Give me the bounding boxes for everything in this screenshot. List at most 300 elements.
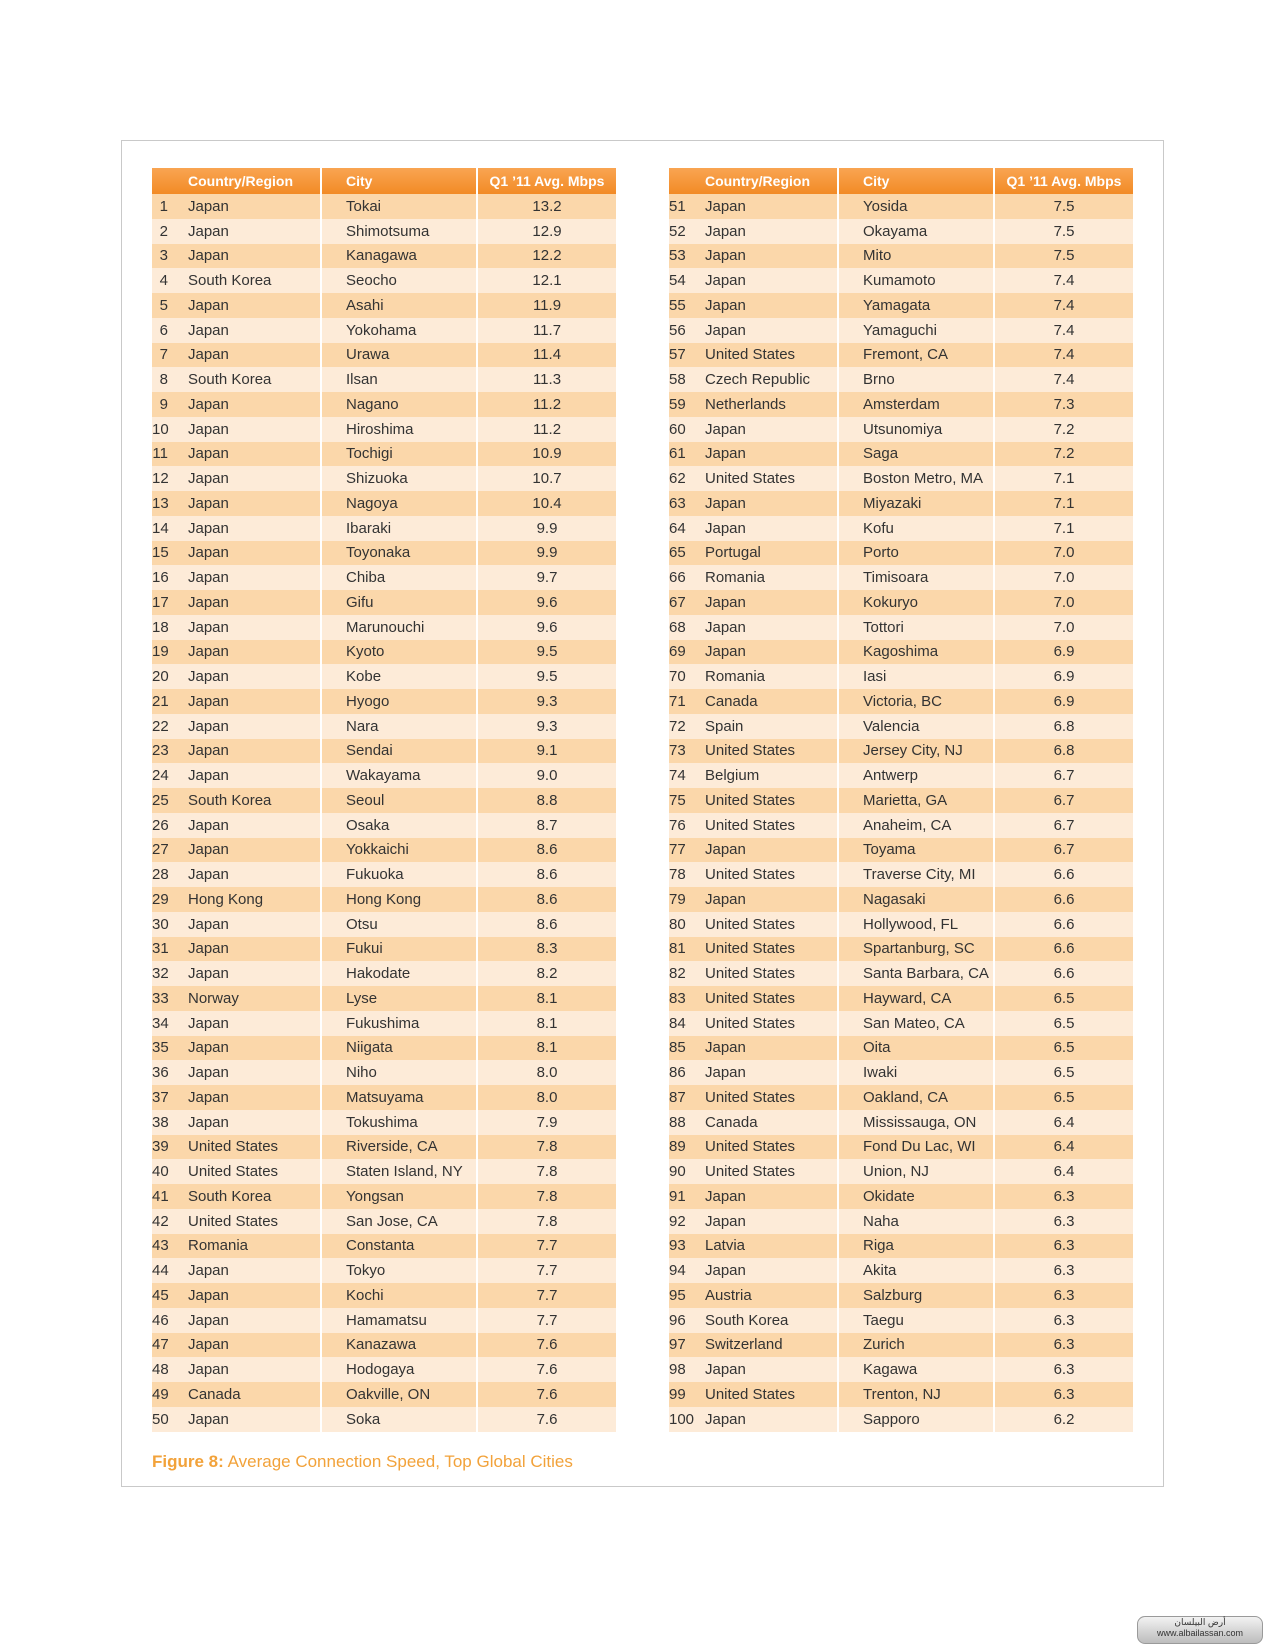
country-cell: Japan [188,1036,322,1061]
country-cell: Japan [705,268,839,293]
table-row [152,194,616,219]
table-row [152,244,616,269]
table-header [669,168,1133,194]
city-cell: San Mateo, CA [839,1011,995,1036]
country-cell: Japan [188,541,322,566]
rank-cell: 78 [669,866,686,884]
city-cell: Ilsan [322,367,478,392]
rank-cell: 92 [669,1212,686,1230]
country-cell: Japan [705,640,839,665]
value-cell: 6.5 [1053,1039,1075,1057]
country-cell: Japan [188,937,322,962]
table-row [669,541,1133,566]
value-cell: 8.6 [536,890,558,908]
city-cell: Kokuryo [839,590,995,615]
value-cell: 7.6 [536,1410,558,1428]
country-cell: Canada [188,1382,322,1407]
table-row [669,565,1133,590]
country-cell: Japan [705,1357,839,1382]
header-country: Country/Region [188,168,322,194]
value-cell: 7.0 [1053,569,1075,587]
value-cell: 6.3 [1053,1286,1075,1304]
rank-cell: 48 [152,1361,169,1379]
table-row [669,813,1133,838]
rank-cell: 97 [669,1336,686,1354]
rank-cell: 88 [669,1113,686,1131]
country-cell: Japan [705,293,839,318]
table-row [152,516,616,541]
value-cell: 6.4 [1053,1163,1075,1181]
city-cell: Hodogaya [322,1357,478,1382]
value-cell: 7.0 [1053,544,1075,562]
country-cell: Japan [188,1258,322,1283]
city-cell: Fukui [322,937,478,962]
value-cell: 9.0 [536,767,558,785]
country-cell: Japan [188,491,322,516]
city-cell: Antwerp [839,763,995,788]
country-cell: Japan [705,1209,839,1234]
country-cell: Japan [705,1184,839,1209]
country-cell: United States [705,912,839,937]
city-cell: Jersey City, NJ [839,739,995,764]
value-cell: 7.8 [536,1212,558,1230]
table-row [669,318,1133,343]
city-cell: Kochi [322,1283,478,1308]
value-cell: 6.3 [1053,1187,1075,1205]
rank-cell: 12 [152,470,169,488]
city-cell: Amsterdam [839,392,995,417]
rank-cell: 71 [669,692,686,710]
country-cell: Japan [188,1085,322,1110]
value-cell: 6.7 [1053,791,1075,809]
rank-cell: 43 [152,1237,169,1255]
table-body-right [669,194,1133,1432]
country-cell: Japan [188,565,322,590]
rank-cell: 69 [669,643,686,661]
country-cell: Japan [188,615,322,640]
rank-cell: 93 [669,1237,686,1255]
city-cell: Yokohama [322,318,478,343]
city-cell: Riga [839,1234,995,1259]
rank-cell: 5 [159,296,168,314]
country-cell: Japan [705,442,839,467]
city-cell: Fukushima [322,1011,478,1036]
table-row [152,1308,616,1333]
value-cell: 9.1 [536,742,558,760]
city-cell: Wakayama [322,763,478,788]
rank-cell: 99 [669,1385,686,1403]
value-cell: 6.3 [1053,1262,1075,1280]
table-row [669,491,1133,516]
city-cell: Yamagata [839,293,995,318]
country-cell: Japan [705,318,839,343]
table-row [669,1308,1133,1333]
country-cell: Japan [188,640,322,665]
value-cell: 11.2 [532,420,562,438]
city-cell: Marunouchi [322,615,478,640]
value-cell: 9.6 [536,618,558,636]
table-row [152,442,616,467]
table-row [669,739,1133,764]
value-cell: 7.8 [536,1138,558,1156]
value-cell: 6.6 [1053,866,1075,884]
table-header [152,168,616,194]
country-cell: Japan [188,392,322,417]
table-row [669,1184,1133,1209]
table-row [152,1159,616,1184]
city-cell: Okidate [839,1184,995,1209]
rank-cell: 23 [152,742,169,760]
rank-cell: 82 [669,965,686,983]
country-cell: Japan [188,1308,322,1333]
city-cell: Tottori [839,615,995,640]
value-cell: 11.7 [532,321,562,339]
rank-cell: 18 [152,618,169,636]
rank-cell: 11 [152,445,168,463]
country-cell: United States [705,1382,839,1407]
value-cell: 7.7 [536,1311,558,1329]
country-cell: Japan [188,689,322,714]
table-row [152,1357,616,1382]
rank-cell: 4 [159,272,168,290]
table-row [152,343,616,368]
value-cell: 6.6 [1053,890,1075,908]
country-cell: Japan [188,862,322,887]
country-cell: United States [705,813,839,838]
city-cell: Nara [322,714,478,739]
country-cell: Japan [188,1060,322,1085]
header-value: Q1 ’11 Avg. Mbps [489,173,605,189]
table-row [152,763,616,788]
table-row [152,1333,616,1358]
city-cell: Iasi [839,664,995,689]
country-cell: Japan [188,343,322,368]
value-cell: 6.5 [1053,1014,1075,1032]
rank-cell: 30 [152,915,169,933]
rank-cell: 91 [669,1187,686,1205]
city-cell: Sapporo [839,1407,995,1432]
table-row [152,1085,616,1110]
rank-cell: 25 [152,791,169,809]
table-row [669,986,1133,1011]
rank-cell: 27 [152,841,169,859]
table-row [152,1283,616,1308]
table-row [669,763,1133,788]
rank-cell: 51 [669,197,686,215]
watermark-line2: www.albailassan.com [1156,1628,1244,1638]
country-cell: Japan [188,838,322,863]
rank-cell: 29 [152,890,169,908]
country-cell: Japan [188,590,322,615]
value-cell: 6.7 [1053,841,1075,859]
value-cell: 10.7 [532,470,562,488]
table-row [152,565,616,590]
country-cell: Japan [188,739,322,764]
rank-cell: 86 [669,1064,686,1082]
country-cell: Japan [188,194,322,219]
rank-cell: 55 [669,296,686,314]
value-cell: 12.2 [532,247,562,265]
rank-cell: 90 [669,1163,686,1181]
header-city: City [322,168,478,194]
value-cell: 7.2 [1053,420,1075,438]
rank-cell: 3 [159,247,168,265]
table-row [152,986,616,1011]
country-cell: South Korea [188,788,322,813]
rank-cell: 80 [669,915,686,933]
rank-cell: 39 [152,1138,169,1156]
table-row [152,1407,616,1432]
rank-cell: 20 [152,668,169,686]
city-cell: Niigata [322,1036,478,1061]
country-cell: Hong Kong [188,887,322,912]
city-cell: Yongsan [322,1184,478,1209]
country-cell: Japan [188,442,322,467]
value-cell: 8.7 [536,816,558,834]
city-cell: Zurich [839,1333,995,1358]
country-cell: Netherlands [705,392,839,417]
rank-cell: 38 [152,1113,169,1131]
city-cell: Mito [839,244,995,269]
value-cell: 6.5 [1053,1064,1075,1082]
rank-cell: 35 [152,1039,169,1057]
country-cell: Japan [188,763,322,788]
table-row [152,590,616,615]
rank-cell: 58 [669,371,686,389]
value-cell: 7.0 [1053,618,1075,636]
table-row [669,1135,1133,1160]
value-cell: 6.3 [1053,1385,1075,1403]
country-cell: Japan [188,466,322,491]
country-cell: Spain [705,714,839,739]
rank-cell: 74 [669,767,686,785]
rank-cell: 94 [669,1262,686,1280]
country-cell: Japan [188,1333,322,1358]
table-row [152,318,616,343]
table-row [669,862,1133,887]
city-cell: Union, NJ [839,1159,995,1184]
rank-cell: 76 [669,816,686,834]
table-row [669,1110,1133,1135]
table-row [152,1234,616,1259]
city-cell: Hiroshima [322,417,478,442]
value-cell: 6.3 [1053,1311,1075,1329]
value-cell: 6.2 [1053,1410,1075,1428]
table-row [669,615,1133,640]
table-left [152,168,616,1432]
value-cell: 7.4 [1053,272,1075,290]
table-row [669,1209,1133,1234]
table-row [669,1283,1133,1308]
country-cell: South Korea [705,1308,839,1333]
city-cell: Constanta [322,1234,478,1259]
rank-cell: 72 [669,717,686,735]
table-row [669,1357,1133,1382]
rank-cell: 47 [152,1336,169,1354]
city-cell: Brno [839,367,995,392]
country-cell: Japan [188,293,322,318]
city-cell: Santa Barbara, CA [839,961,995,986]
country-cell: Japan [705,244,839,269]
rank-cell: 16 [152,569,169,587]
value-cell: 9.6 [536,593,558,611]
city-cell: Kagawa [839,1357,995,1382]
table-row [669,1159,1133,1184]
city-cell: Hayward, CA [839,986,995,1011]
value-cell: 6.5 [1053,989,1075,1007]
city-cell: Kofu [839,516,995,541]
city-cell: Mississauga, ON [839,1110,995,1135]
value-cell: 7.9 [536,1113,558,1131]
table-row [669,268,1133,293]
value-cell: 6.4 [1053,1113,1075,1131]
city-cell: Naha [839,1209,995,1234]
table-row [152,392,616,417]
city-cell: Saga [839,442,995,467]
city-cell: Kyoto [322,640,478,665]
rank-cell: 53 [669,247,686,265]
country-cell: Japan [705,590,839,615]
country-cell: United States [705,1011,839,1036]
table-row [669,442,1133,467]
value-cell: 10.4 [532,494,562,512]
country-cell: Japan [705,1407,839,1432]
country-cell: Japan [188,912,322,937]
country-cell: South Korea [188,1184,322,1209]
rank-cell: 42 [152,1212,169,1230]
table-row [669,367,1133,392]
table-row [152,689,616,714]
table-row [152,367,616,392]
rank-cell: 22 [152,717,169,735]
city-cell: Yokkaichi [322,838,478,863]
value-cell: 7.7 [536,1237,558,1255]
figure-caption [152,1452,573,1472]
table-row [669,664,1133,689]
table-row [152,615,616,640]
value-cell: 6.3 [1053,1237,1075,1255]
rank-cell: 14 [152,519,169,537]
value-cell: 11.4 [532,346,562,364]
rank-cell: 59 [669,395,686,413]
rank-cell: 68 [669,618,686,636]
city-cell: Hamamatsu [322,1308,478,1333]
rank-cell: 64 [669,519,686,537]
value-cell: 7.6 [536,1361,558,1379]
city-cell: Hollywood, FL [839,912,995,937]
city-cell: Hakodate [322,961,478,986]
city-cell: Anaheim, CA [839,813,995,838]
rank-cell: 98 [669,1361,686,1379]
value-cell: 10.9 [532,445,562,463]
value-cell: 7.1 [1053,494,1075,512]
country-cell: South Korea [188,367,322,392]
city-cell: Riverside, CA [322,1135,478,1160]
city-cell: Kobe [322,664,478,689]
country-cell: Japan [705,491,839,516]
table-row [669,392,1133,417]
table-row [669,689,1133,714]
rank-cell: 8 [159,371,168,389]
table-row [669,293,1133,318]
country-cell: Japan [705,219,839,244]
country-cell: Japan [188,664,322,689]
rank-cell: 40 [152,1163,169,1181]
rank-cell: 10 [152,420,169,438]
table-row [152,813,616,838]
city-cell: Chiba [322,565,478,590]
value-cell: 11.3 [532,371,562,389]
value-cell: 7.4 [1053,371,1075,389]
city-cell: Kanazawa [322,1333,478,1358]
city-cell: Oakville, ON [322,1382,478,1407]
table-row [669,714,1133,739]
value-cell: 7.3 [1053,395,1075,413]
city-cell: Otsu [322,912,478,937]
rank-cell: 9 [159,395,168,413]
city-cell: Utsunomiya [839,417,995,442]
city-cell: Fukuoka [322,862,478,887]
country-cell: United States [705,1085,839,1110]
rank-cell: 33 [152,989,169,1007]
table-row [669,244,1133,269]
city-cell: Taegu [839,1308,995,1333]
table-body-left [152,194,616,1432]
table-row [152,1382,616,1407]
country-cell: Japan [705,615,839,640]
value-cell: 8.3 [536,940,558,958]
city-cell: Oakland, CA [839,1085,995,1110]
rank-cell: 81 [669,940,686,958]
table-row [669,961,1133,986]
value-cell: 9.9 [536,544,558,562]
country-cell: Japan [188,1357,322,1382]
table-row [669,343,1133,368]
table-row [669,466,1133,491]
value-cell: 11.9 [532,296,562,314]
rank-cell: 31 [152,940,169,958]
table-row [669,219,1133,244]
value-cell: 6.7 [1053,816,1075,834]
rank-cell: 70 [669,668,686,686]
rank-cell: 26 [152,816,169,834]
rank-cell: 15 [152,544,169,562]
table-row [152,640,616,665]
city-cell: Hyogo [322,689,478,714]
country-cell: Czech Republic [705,367,839,392]
city-cell: Lyse [322,986,478,1011]
country-cell: United States [705,961,839,986]
country-cell: Japan [188,318,322,343]
value-cell: 8.8 [536,791,558,809]
table-row [152,1011,616,1036]
table-row [152,1135,616,1160]
table-row [669,838,1133,863]
country-cell: Romania [705,664,839,689]
rank-cell: 63 [669,494,686,512]
value-cell: 8.0 [536,1064,558,1082]
rank-cell: 83 [669,989,686,1007]
city-cell: Soka [322,1407,478,1432]
country-cell: Japan [188,219,322,244]
city-cell: Iwaki [839,1060,995,1085]
city-cell: Yamaguchi [839,318,995,343]
value-cell: 6.9 [1053,668,1075,686]
table-row [152,541,616,566]
table-right [669,168,1133,1432]
rank-cell: 54 [669,272,686,290]
rank-cell: 60 [669,420,686,438]
